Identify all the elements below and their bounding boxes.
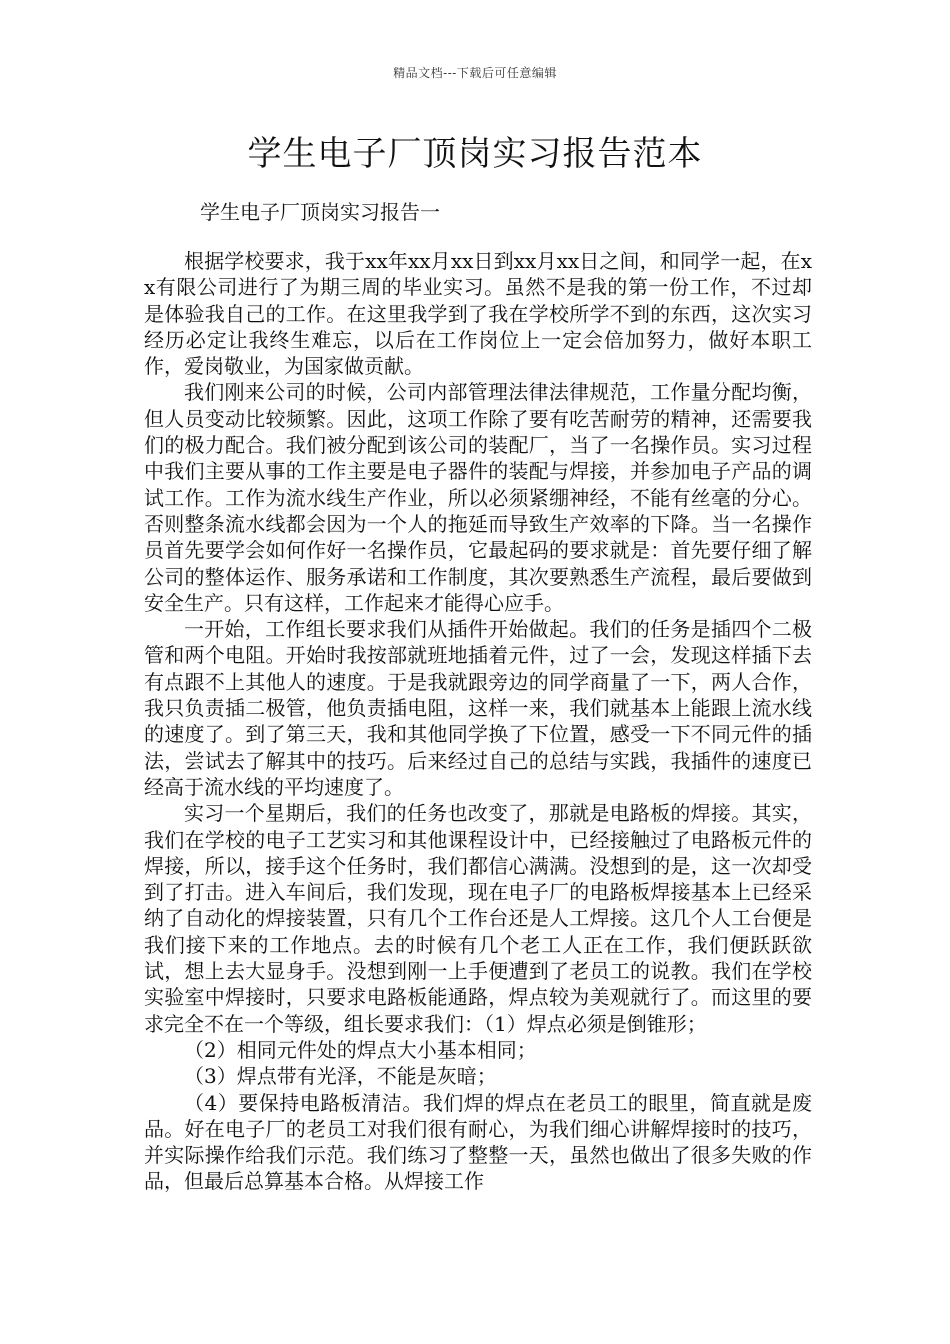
section-subtitle: 学生电子厂顶岗实习报告一 xyxy=(200,200,440,224)
header-note: 精品文档---下载后可任意编辑 xyxy=(393,66,557,80)
paragraph: （2）相同元件处的焊点大小基本相同； xyxy=(184,1037,537,1062)
document-body xyxy=(144,248,812,1195)
paragraph: （3）焊点带有光泽，不能是灰暗； xyxy=(184,1064,497,1089)
paragraph: 一开始，工作组长要求我们从插件开始做起。我们的任务是插四个二极管和两个电阻。开始时我按部就班地插着元件，过了一会，发现这样插下去有点跟不上其他人的速度。于是我就跟旁边的同学商量了一下，两人合作，我只负责插二极管，他负责插电阻，这样一来，我们就基本上能跟上流水线的速度了。到了第三天，我和其他同学换了下位置，感受一下不同元件的插法，尝试去了解其中的技巧。后来经过自己的总结与实践，我插件的速度已经高于流水线的平均速度了。 xyxy=(144,617,812,799)
document-title: 学生电子厂顶岗实习报告范本 xyxy=(247,134,703,174)
paragraph: 实习一个星期后，我们的任务也改变了，那就是电路板的焊接。其实，我们在学校的电子工艺实习和其他课程设计中，已经接触过了电路板元件的焊接，所以，接手这个任务时，我们都信心满满。没想到的是，这一次却受到了打击。进入车间后，我们发现，现在电子厂的电路板焊接基本上已经采纳了自动化的焊接装置，只有几个工作台还是人工焊接。这几个人工台便是我们接下来的工作地点。去的时候有几个老工人正在工作，我们便跃跃欲试，想上去大显身手。没想到刚一上手便遭到了老员工的说教。我们在学校实验室中焊接时，只要求电路板能通路，焊点较为美观就行了。而这里的要求完全不在一个等级，组长要求我们：（1）焊点必须是倒锥形； xyxy=(144,801,812,1036)
paragraph: 我们刚来公司的时候，公司内部管理法律法律规范，工作量分配均衡，但人员变动比较频繁。因此，这项工作除了要有吃苦耐劳的精神，还需要我们的极力配合。我们被分配到该公司的装配厂，当了一名操作员。实习过程中我们主要从事的工作主要是电子器件的装配与焊接，并参加电子产品的调试工作。工作为流水线生产作业，所以必须紧绷神经，不能有丝毫的分心。否则整条流水线都会因为一个人的拖延而导致生产效率的下降。当一名操作员首先要学会如何作好一名操作员，它最起码的要求就是：首先要仔细了解公司的整体运作、服务承诺和工作制度，其次要熟悉生产流程，最后要做到安全生产。只有这样，工作起来才能得心应手。 xyxy=(144,380,812,615)
paragraph: 根据学校要求，我于xx年xx月xx日到xx月xx日之间，和同学一起，在xx有限公司进行了为期三周的毕业实习。虽然不是我的第一份工作，不过却是体验我自己的工作。在这里我学到了我在学校所学不到的东西，这次实习经历必定让我终生难忘，以后在工作岗位上一定会倍加努力，做好本职工作，爱岗敬业，为国家做贡献。 xyxy=(144,249,812,379)
paragraph: （4）要保持电路板清洁。我们焊的焊点在老员工的眼里，简直就是废品。好在电子厂的老员工对我们很有耐心，为我们细心讲解焊接时的技巧，并实际操作给我们示范。我们练习了整整一天，虽然也做出了很多失败的作品，但最后总算基本合格。从焊接工作 xyxy=(144,1090,812,1194)
